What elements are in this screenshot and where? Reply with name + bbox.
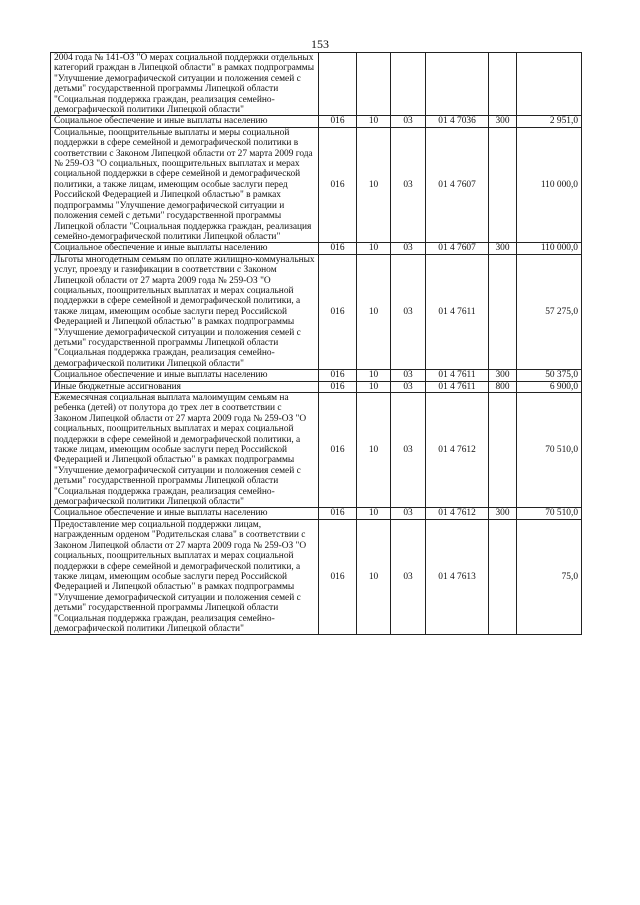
subsection-code: 03 (391, 127, 426, 242)
table-row (51, 519, 582, 634)
target-article-code: 01 4 7607 (426, 127, 489, 242)
section-code (357, 53, 391, 116)
target-article-code (426, 53, 489, 116)
subsection-code (391, 53, 426, 116)
expense-kind-code (489, 127, 517, 242)
expense-kind-code (489, 53, 517, 116)
row-description: Льготы многодетным семьям по оплате жилищно-коммунальных услуг, проезду и газификации в соответствии с Законом Липецкой области от 27 марта 2009 года № 259-ОЗ "О социальных, поощрительных выплатах и мерах социальной поддержки в сфере семейной и демографической политики, а также лицам, имеющим особые заслуги перед Российской Федерацией и Липецкой областью" в рамках подпрограммы "Улучшение демографической ситуации и положения семей с детьми" государственной программы Липецкой области "Социальная поддержка граждан, реализация семейно-демографической политики Липецкой области" (51, 254, 319, 369)
row-description: Социальное обеспечение и иные выплаты населению (51, 116, 319, 127)
section-code: 10 (357, 127, 391, 242)
amount-value: 110 000,0 (517, 243, 582, 254)
target-article-code: 01 4 7612 (426, 393, 489, 508)
section-code: 10 (357, 508, 391, 519)
amount-value (517, 53, 582, 116)
section-code: 10 (357, 393, 391, 508)
section-code: 10 (357, 254, 391, 369)
row-description: 2004 года № 141-ОЗ "О мерах социальной поддержки отдельных категорий граждан в Липецкой области" в рамках подпрограммы "Улучшение демографической ситуации и положения семей с детьми" государственной программы Липецкой области "Социальная поддержка граждан, реализация семейно-демографической политики Липецкой области" (51, 53, 319, 116)
subsection-code: 03 (391, 381, 426, 392)
section-code: 10 (357, 116, 391, 127)
table-row (51, 393, 582, 508)
ministry-code: 016 (319, 370, 357, 381)
target-article-code: 01 4 7607 (426, 243, 489, 254)
expense-kind-code: 300 (489, 508, 517, 519)
ministry-code (319, 53, 357, 116)
subsection-code: 03 (391, 508, 426, 519)
expense-kind-code: 300 (489, 243, 517, 254)
ministry-code: 016 (319, 127, 357, 242)
expense-kind-code: 300 (489, 370, 517, 381)
expense-kind-code (489, 254, 517, 369)
amount-value: 50 375,0 (517, 370, 582, 381)
expense-kind-code: 300 (489, 116, 517, 127)
budget-table (50, 52, 582, 635)
amount-value: 110 000,0 (517, 127, 582, 242)
expense-kind-code (489, 393, 517, 508)
table-row (51, 116, 582, 127)
section-code: 10 (357, 243, 391, 254)
budget-table-body (51, 53, 582, 635)
row-description: Социальное обеспечение и иные выплаты населению (51, 370, 319, 381)
amount-value: 6 900,0 (517, 381, 582, 392)
row-description: Ежемесячная социальная выплата малоимущим семьям на ребенка (детей) от полутора до трех лет в соответствии с Законом Липецкой области от 27 марта 2009 года № 259-ОЗ "О социальных, поощрительных выплатах и мерах социальной поддержки в сфере семейной и демографической политики, а также лицам, имеющим особые заслуги перед Российской Федерацией и Липецкой областью" в рамках подпрограммы "Улучшение демографической ситуации и положения семей с детьми" государственной программы Липецкой области "Социальная поддержка граждан, реализация семейно-демографической политики Липецкой области" (51, 393, 319, 508)
ministry-code: 016 (319, 381, 357, 392)
amount-value: 70 510,0 (517, 508, 582, 519)
row-description: Социальное обеспечение и иные выплаты населению (51, 243, 319, 254)
subsection-code: 03 (391, 370, 426, 381)
table-row (51, 243, 582, 254)
ministry-code: 016 (319, 519, 357, 634)
page-number: 153 (311, 37, 329, 51)
amount-value: 70 510,0 (517, 393, 582, 508)
subsection-code: 03 (391, 243, 426, 254)
row-description: Социальные, поощрительные выплаты и меры социальной поддержки в сфере семейной и демографической политики в соответствии с Законом Липецкой области от 27 марта 2009 года № 259-ОЗ "О социальных, поощрительных выплатах и мерах социальной поддержки в сфере семейной и демографической политики, а также лицам, имеющим особые заслуги перед Российской Федерацией и Липецкой областью" в рамках подпрограммы "Улучшение демографической ситуации и положения семей с детьми" государственной программы Липецкой области "Социальная поддержка граждан, реализация семейно-демографической политики Липецкой области" (51, 127, 319, 242)
ministry-code: 016 (319, 254, 357, 369)
subsection-code: 03 (391, 116, 426, 127)
ministry-code: 016 (319, 116, 357, 127)
subsection-code: 03 (391, 393, 426, 508)
row-description: Иные бюджетные ассигнования (51, 381, 319, 392)
table-row (51, 381, 582, 392)
amount-value: 2 951,0 (517, 116, 582, 127)
target-article-code: 01 4 7611 (426, 370, 489, 381)
amount-value: 57 275,0 (517, 254, 582, 369)
section-code: 10 (357, 370, 391, 381)
target-article-code: 01 4 7611 (426, 381, 489, 392)
amount-value: 75,0 (517, 519, 582, 634)
table-row (51, 370, 582, 381)
ministry-code: 016 (319, 508, 357, 519)
row-description: Предоставление мер социальной поддержки лицам, награжденным орденом "Родительская слава" в соответствии с Законом Липецкой области от 27 марта 2009 года № 259-ОЗ "О социальных, поощрительных выплатах и мерах социальной поддержки в сфере семейной и демографической политики, а также лицам, имеющим особые заслуги перед Российской Федерацией и Липецкой областью" в рамках подпрограммы "Улучшение демографической ситуации и положения семей с детьми" государственной программы Липецкой области "Социальная поддержка граждан, реализация семейно-демографической политики Липецкой области" (51, 519, 319, 634)
ministry-code: 016 (319, 393, 357, 508)
subsection-code: 03 (391, 519, 426, 634)
table-row (51, 127, 582, 242)
subsection-code: 03 (391, 254, 426, 369)
ministry-code: 016 (319, 243, 357, 254)
expense-kind-code: 800 (489, 381, 517, 392)
table-row (51, 254, 582, 369)
table-row (51, 508, 582, 519)
target-article-code: 01 4 7036 (426, 116, 489, 127)
target-article-code: 01 4 7612 (426, 508, 489, 519)
table-row (51, 53, 582, 116)
section-code: 10 (357, 519, 391, 634)
target-article-code: 01 4 7613 (426, 519, 489, 634)
row-description: Социальное обеспечение и иные выплаты населению (51, 508, 319, 519)
target-article-code: 01 4 7611 (426, 254, 489, 369)
expense-kind-code (489, 519, 517, 634)
section-code: 10 (357, 381, 391, 392)
